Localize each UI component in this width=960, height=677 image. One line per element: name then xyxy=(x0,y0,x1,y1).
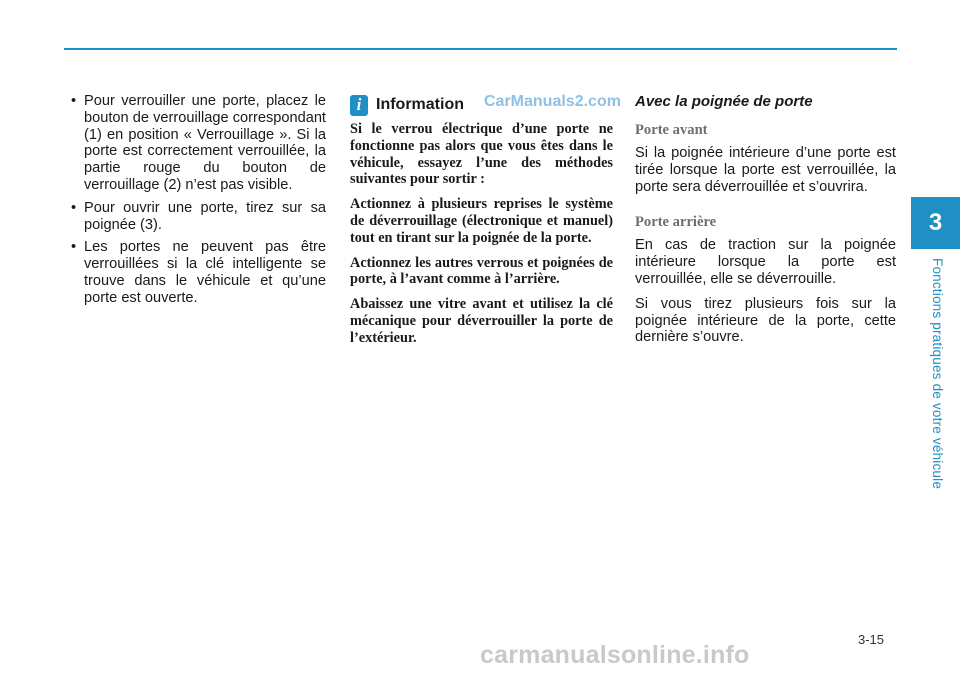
list-item: • Pour ouvrir une porte, tirez sur sa poignée (3). xyxy=(64,200,326,234)
bullet-list xyxy=(64,93,326,307)
info-icon: i xyxy=(350,95,368,116)
list-item: • Pour verrouiller une porte, placez le bouton de verrouillage correspondant (1) en position « Verrouillage ». Si la porte est correctement verrouillée, la partie rouge du bouton de verrouillage (2) n’est pas visible. xyxy=(64,93,326,194)
right-column xyxy=(635,93,896,354)
chapter-title: Fonctions pratiques de votre véhicule xyxy=(930,258,945,490)
watermark-link[interactable]: CarManuals2.com xyxy=(484,93,621,110)
front-door-text: Si la poignée intérieure d’une porte est tirée lorsque la porte est verrouillée, la porte sera déverrouillée et s’ouvrira. xyxy=(635,145,896,195)
footer-watermark[interactable]: carmanualsonline.info xyxy=(480,641,750,669)
page-number: 3-15 xyxy=(858,632,885,647)
chapter-number-tab[interactable]: 3 xyxy=(911,197,960,249)
info-paragraph: Si le verrou électrique d’une porte ne fonctionne pas alors que vous êtes dans le véhicule, essayez l’une des méthodes suivantes pour sortir : xyxy=(350,121,613,188)
left-column xyxy=(64,93,326,313)
header-rule xyxy=(64,48,897,50)
list-item: • Les portes ne peuvent pas être verrouillées si la clé intelligente se trouve dans le véhicule et qu’une porte est ouverte. xyxy=(64,239,326,306)
subheading-rear-door: Porte arrière xyxy=(635,214,717,231)
rear-door-text: En cas de traction sur la poignée intérieure lorsque la porte est verrouillée, elle se déverrouille. xyxy=(635,237,896,287)
info-paragraph: Actionnez à plusieurs reprises le système de déverrouillage (électronique et manuel) tout en tirant sur la poignée de la porte. xyxy=(350,196,613,246)
subheading-front-door: Porte avant xyxy=(635,122,708,138)
rear-door-text: Si vous tirez plusieurs fois sur la poignée intérieure de la porte, cette dernière s’ouvre. xyxy=(635,295,896,346)
information-title: Information xyxy=(376,95,464,113)
section-heading: Avec la poignée de porte xyxy=(635,93,813,110)
info-paragraph: Actionnez les autres verrous et poignées de porte, à l’avant comme à l’arrière. xyxy=(350,254,613,288)
info-paragraph: Abaissez une vitre avant et utilisez la clé mécanique pour déverrouiller la porte de l’extérieur. xyxy=(350,296,613,346)
information-box xyxy=(350,93,613,355)
